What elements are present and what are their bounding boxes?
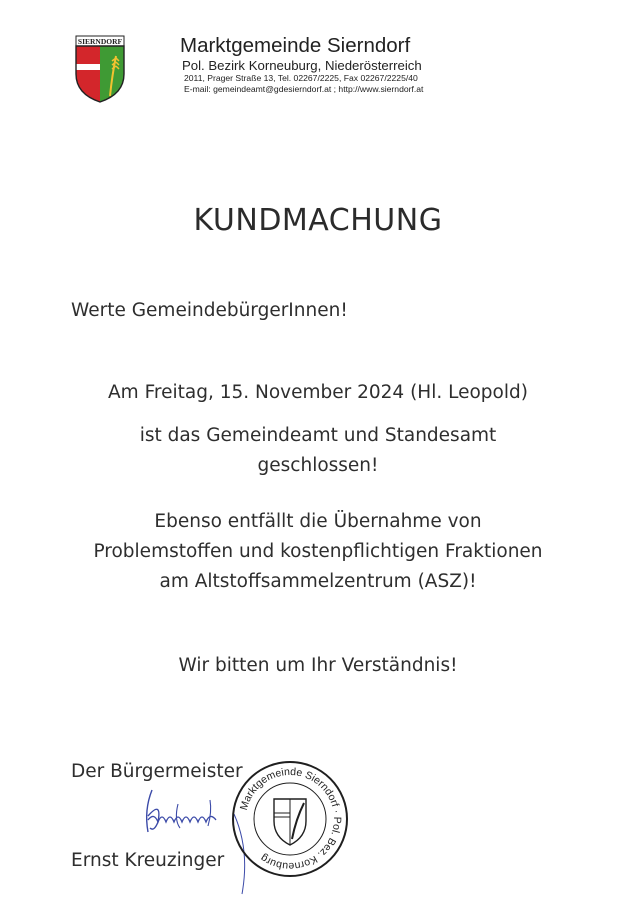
district-line: Pol. Bezirk Korneuburg, Niederösterreich bbox=[182, 58, 422, 73]
coat-of-arms-logo bbox=[72, 34, 128, 104]
waste-notice-line-1: Ebenso entfällt die Übernahme von bbox=[154, 511, 482, 532]
stamp-text: Marktgemeinde Sierndorf · Pol. Bez. Korneuburg bbox=[237, 765, 344, 873]
waste-notice-line-3: am Altstoffsammelzentrum (ASZ)! bbox=[159, 571, 477, 592]
letterhead bbox=[180, 34, 470, 95]
closure-date-line: Am Freitag, 15. November 2024 (Hl. Leopold) bbox=[108, 382, 528, 403]
closure-offices-line: ist das Gemeindeamt und Standesamt bbox=[139, 425, 497, 446]
address-line: 2011, Prager Straße 13, Tel. 02267/2225, Fax 02267/2225/40 bbox=[184, 73, 418, 83]
closing-line: Wir bitten um Ihr Verständnis! bbox=[178, 655, 458, 676]
signer-role: Der Bürgermeister bbox=[71, 761, 243, 782]
closure-status-line: geschlossen! bbox=[257, 455, 379, 476]
crest-label: SIERNDORF bbox=[77, 37, 123, 46]
page-title: KUNDMACHUNG bbox=[193, 203, 443, 238]
salutation: Werte GemeindebürgerInnen! bbox=[71, 300, 348, 321]
contact-line: E-mail: gemeindeamt@gdesierndorf.at ; http://www.sierndorf.at bbox=[184, 84, 424, 94]
signer-name: Ernst Kreuzinger bbox=[71, 850, 225, 871]
official-stamp bbox=[228, 757, 352, 881]
organization-name: Marktgemeinde Sierndorf bbox=[180, 34, 411, 57]
waste-notice-line-2: Problemstoffen und kostenpflichtigen Fraktionen bbox=[93, 541, 543, 562]
